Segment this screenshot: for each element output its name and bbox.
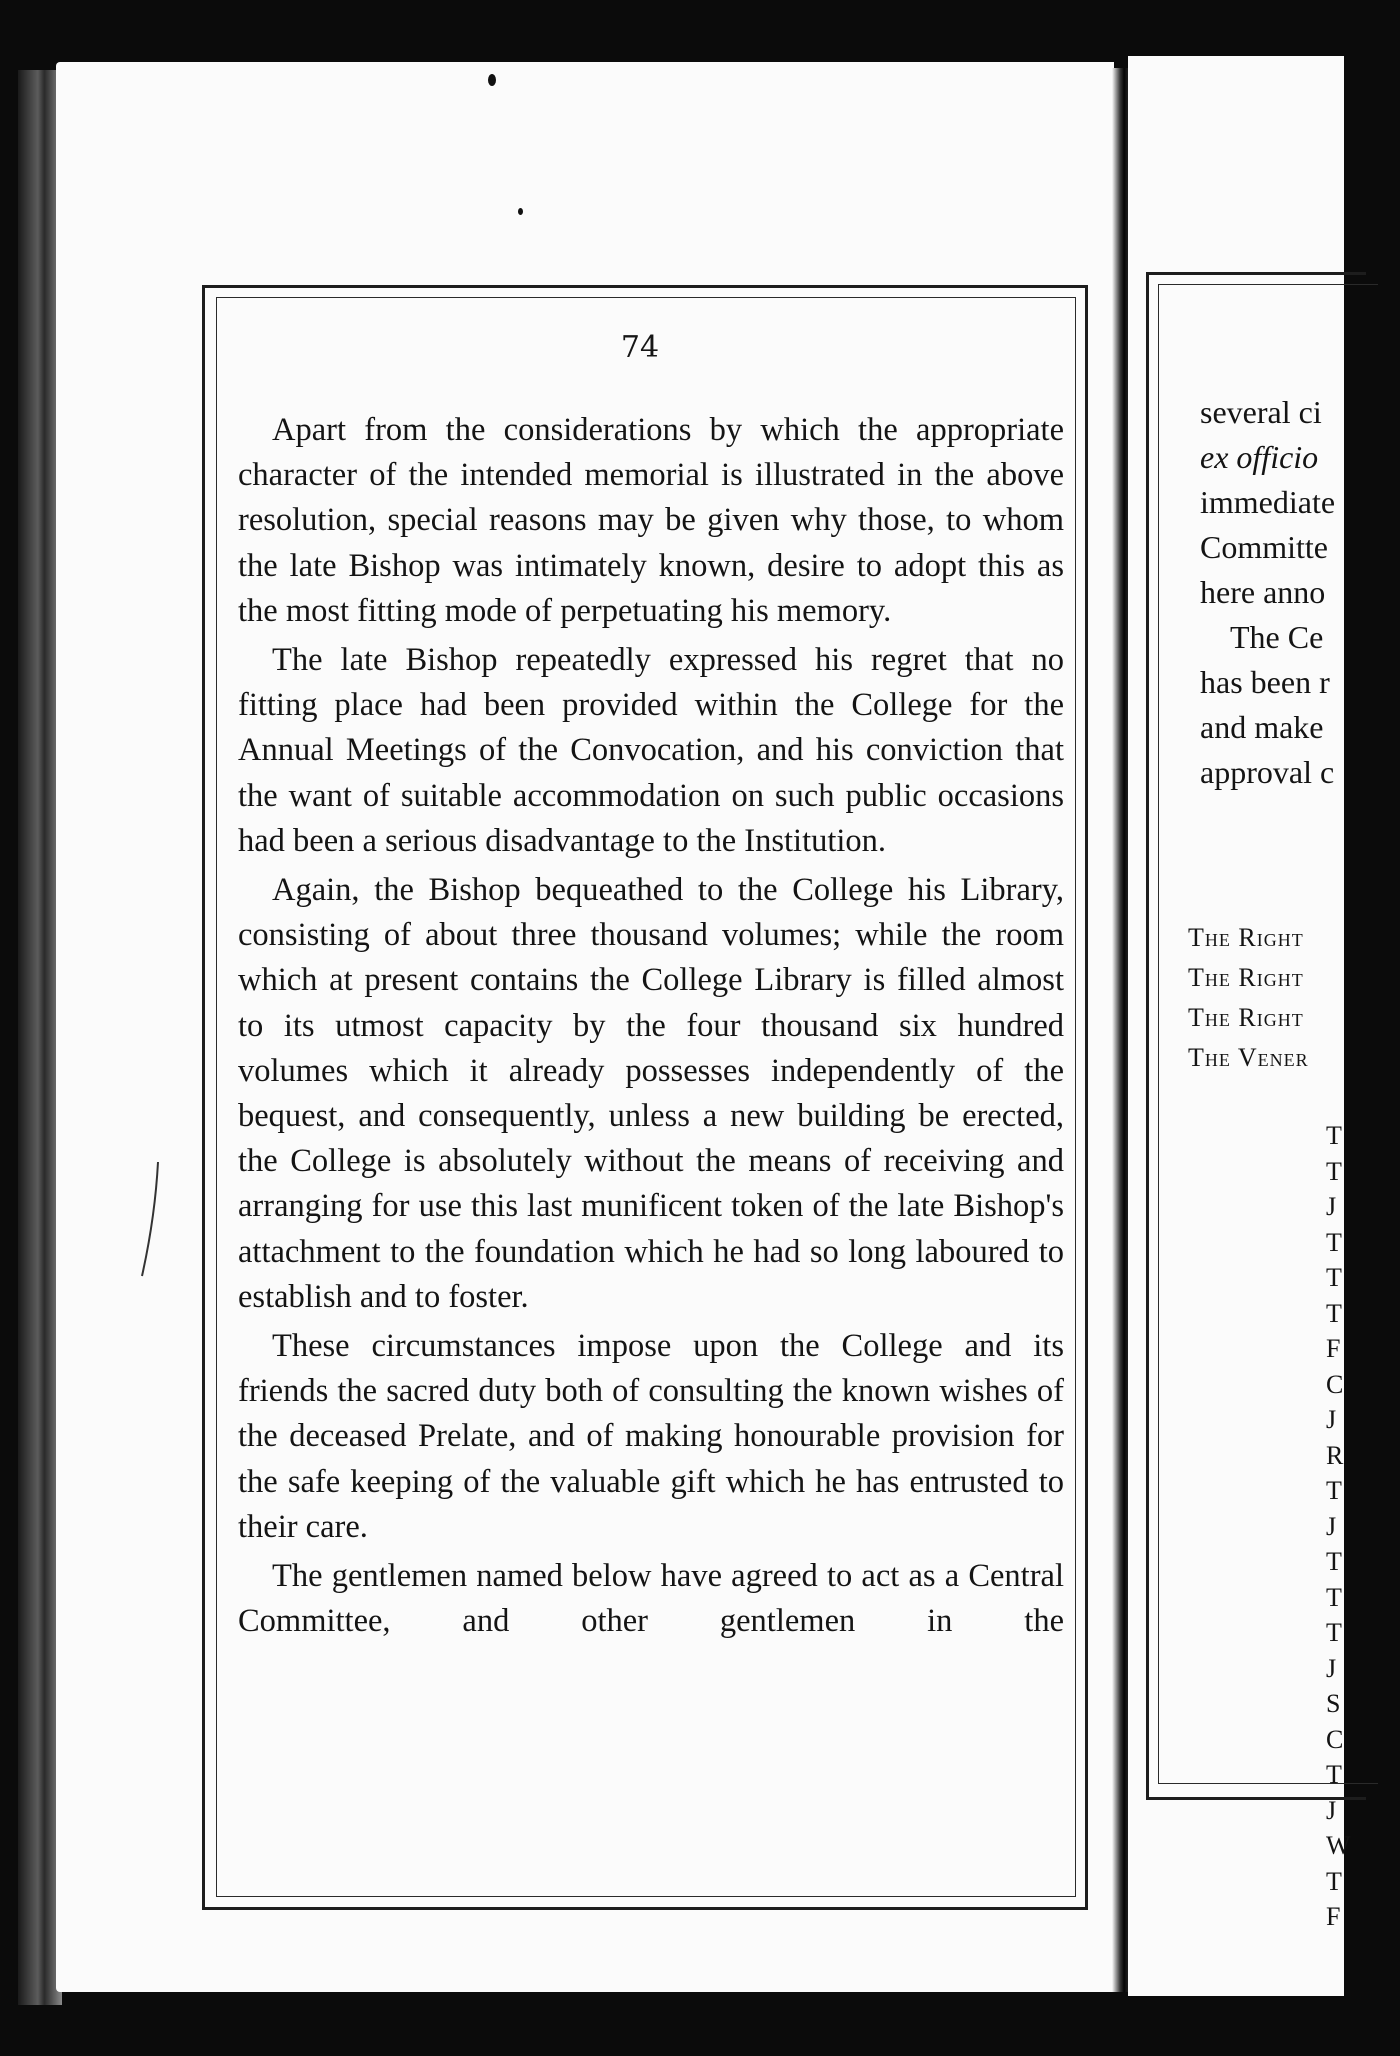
committee-title: The Right — [1188, 923, 1304, 952]
initial: J — [1326, 1405, 1337, 1434]
paragraph: The gentlemen named below have agreed to act as a Central Committee, and other gentlemen in the — [238, 1558, 1064, 1640]
right-page-line: ex officio — [1200, 439, 1319, 475]
initial: S — [1326, 1689, 1341, 1718]
initial: T — [1326, 1263, 1342, 1292]
initial: J — [1326, 1795, 1337, 1825]
committee-title: The Right — [1188, 1003, 1304, 1032]
initial: T — [1326, 1582, 1342, 1612]
initial: C — [1326, 1724, 1344, 1754]
right-page-line: several ci — [1200, 394, 1322, 430]
initial: T — [1326, 1760, 1342, 1789]
paragraph: The late Bishop repeatedly expressed his regret that no fitting place had been provided within the College for the Annual Meetings of the Convocation, and his conviction that the want of suitable accommodation on such public occasions had been a serious disadvantage to the Institution. — [238, 642, 1064, 859]
initial: T — [1326, 1227, 1342, 1257]
right-page-line: The Ce — [1230, 619, 1324, 655]
right-page-line: has been r — [1200, 664, 1330, 700]
initial: T — [1326, 1618, 1342, 1647]
initial: R — [1326, 1440, 1344, 1470]
paragraph: These circumstances impose upon the College and its friends the sacred duty both of consulting the known wishes of the deceased Prelate, and of making honourable provision for the safe keeping of the valuable gift which he has entrusted to their care. — [238, 1328, 1064, 1545]
paragraph: Apart from the considerations by which the appropriate character of the intended memorial is illustrated in the above resolution, special reasons may be given why those, to whom the late Bishop was intimately known, desire to adopt this as the most fitting mode of perpetuating his memory. — [238, 412, 1064, 629]
initial: T — [1326, 1298, 1342, 1328]
ink-speck — [518, 208, 523, 215]
initial: T — [1326, 1866, 1342, 1896]
right-page-text — [1200, 390, 1400, 795]
committee-titles — [1188, 918, 1309, 1078]
committee-title: The Right — [1188, 963, 1304, 992]
pencil-mark — [136, 1160, 166, 1280]
page-number: 74 — [620, 330, 660, 365]
right-page-line: Committe — [1200, 529, 1328, 565]
paragraph: Again, the Bishop bequeathed to the College his Library, consisting of about three thousand volumes; while the room which at present contains the College Library is filled almost to its utmost capacity by the four thousand six hundred volumes which it already possesses independently of the bequest, and consequently, unless a new building be erected, the College is absolutely without the means of receiving and arranging for use this last munificent token of the late Bishop's attachment to the foundation which he had so long laboured to establish and to foster. — [238, 872, 1064, 1315]
initial: J — [1326, 1192, 1337, 1221]
right-page-line: here anno — [1200, 574, 1326, 610]
initial: T — [1326, 1121, 1342, 1150]
initial: T — [1326, 1547, 1342, 1576]
committee-initials — [1326, 1118, 1351, 1935]
committee-title: The Vener — [1188, 1043, 1309, 1072]
initial: F — [1326, 1902, 1341, 1931]
right-page-line: immediate — [1200, 484, 1336, 520]
initial: F — [1326, 1334, 1341, 1363]
body-text — [238, 408, 1064, 1644]
ink-speck — [488, 74, 496, 86]
initial: J — [1326, 1653, 1337, 1683]
right-page-line: and make — [1200, 709, 1324, 745]
right-page-line: approval c — [1200, 754, 1335, 790]
initial: W — [1326, 1831, 1351, 1860]
initial: J — [1326, 1511, 1337, 1541]
initial: T — [1326, 1476, 1342, 1505]
initial: T — [1326, 1156, 1342, 1186]
initial: C — [1326, 1369, 1344, 1399]
